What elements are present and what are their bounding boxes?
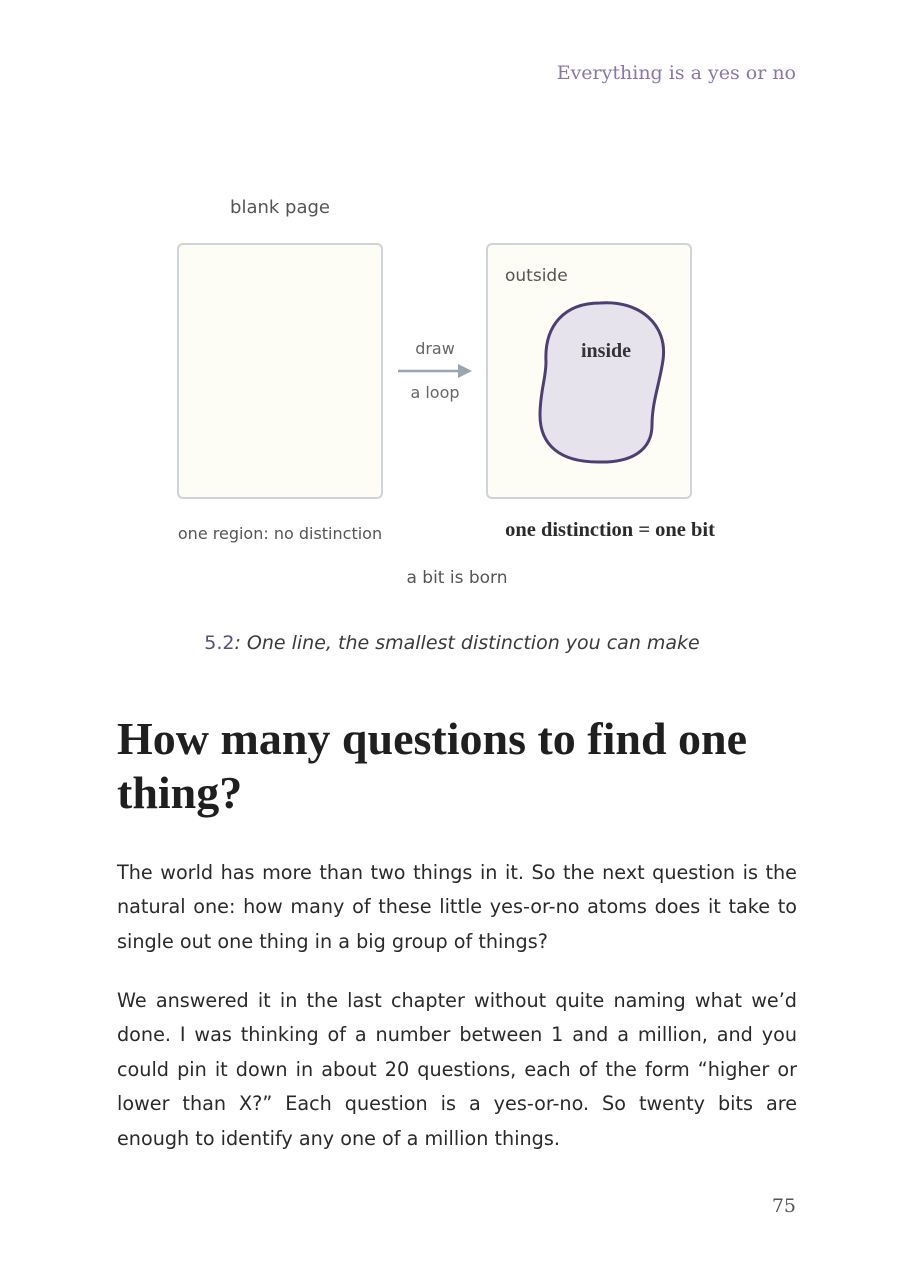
bottom-caption: a bit is born <box>406 568 508 588</box>
figure-caption-text: : One line, the smallest distinction you can make <box>234 632 700 654</box>
left-panel-title: blank page <box>230 197 330 218</box>
page-number: 75 <box>771 1195 796 1217</box>
arrow-head-icon <box>458 364 472 378</box>
arrow-label-bottom: a loop <box>410 383 460 402</box>
closed-loop-shape <box>540 303 664 462</box>
right-caption: one distinction = one bit <box>505 519 715 541</box>
arrow-label-top: draw <box>415 339 455 358</box>
paragraph-1: The world has more than two things in it. So the next question is the natural one: how many of these little yes-or-no atoms does it take to single out one thing in a big group of things? <box>117 861 797 953</box>
inside-label: inside <box>580 340 632 362</box>
section-heading: How many questions to find one thing? <box>117 713 748 818</box>
left-caption: one region: no distinction <box>177 524 383 543</box>
figure-number: 5.2 <box>204 632 235 654</box>
outside-label: outside <box>505 266 568 286</box>
blank-page-panel <box>178 244 382 498</box>
running-head: Everything is a yes or no <box>556 62 796 84</box>
figure-caption <box>0 632 904 654</box>
paragraph-2: We answered it in the last chapter without quite naming what we’d done. I was thinking of a number between 1 and a million, and you could pin it down in about 20 questions, each of the form “higher or lower than X?” Each question is a yes-or-no. So twenty bits are enough to identify any one of a million things. <box>117 989 797 1150</box>
